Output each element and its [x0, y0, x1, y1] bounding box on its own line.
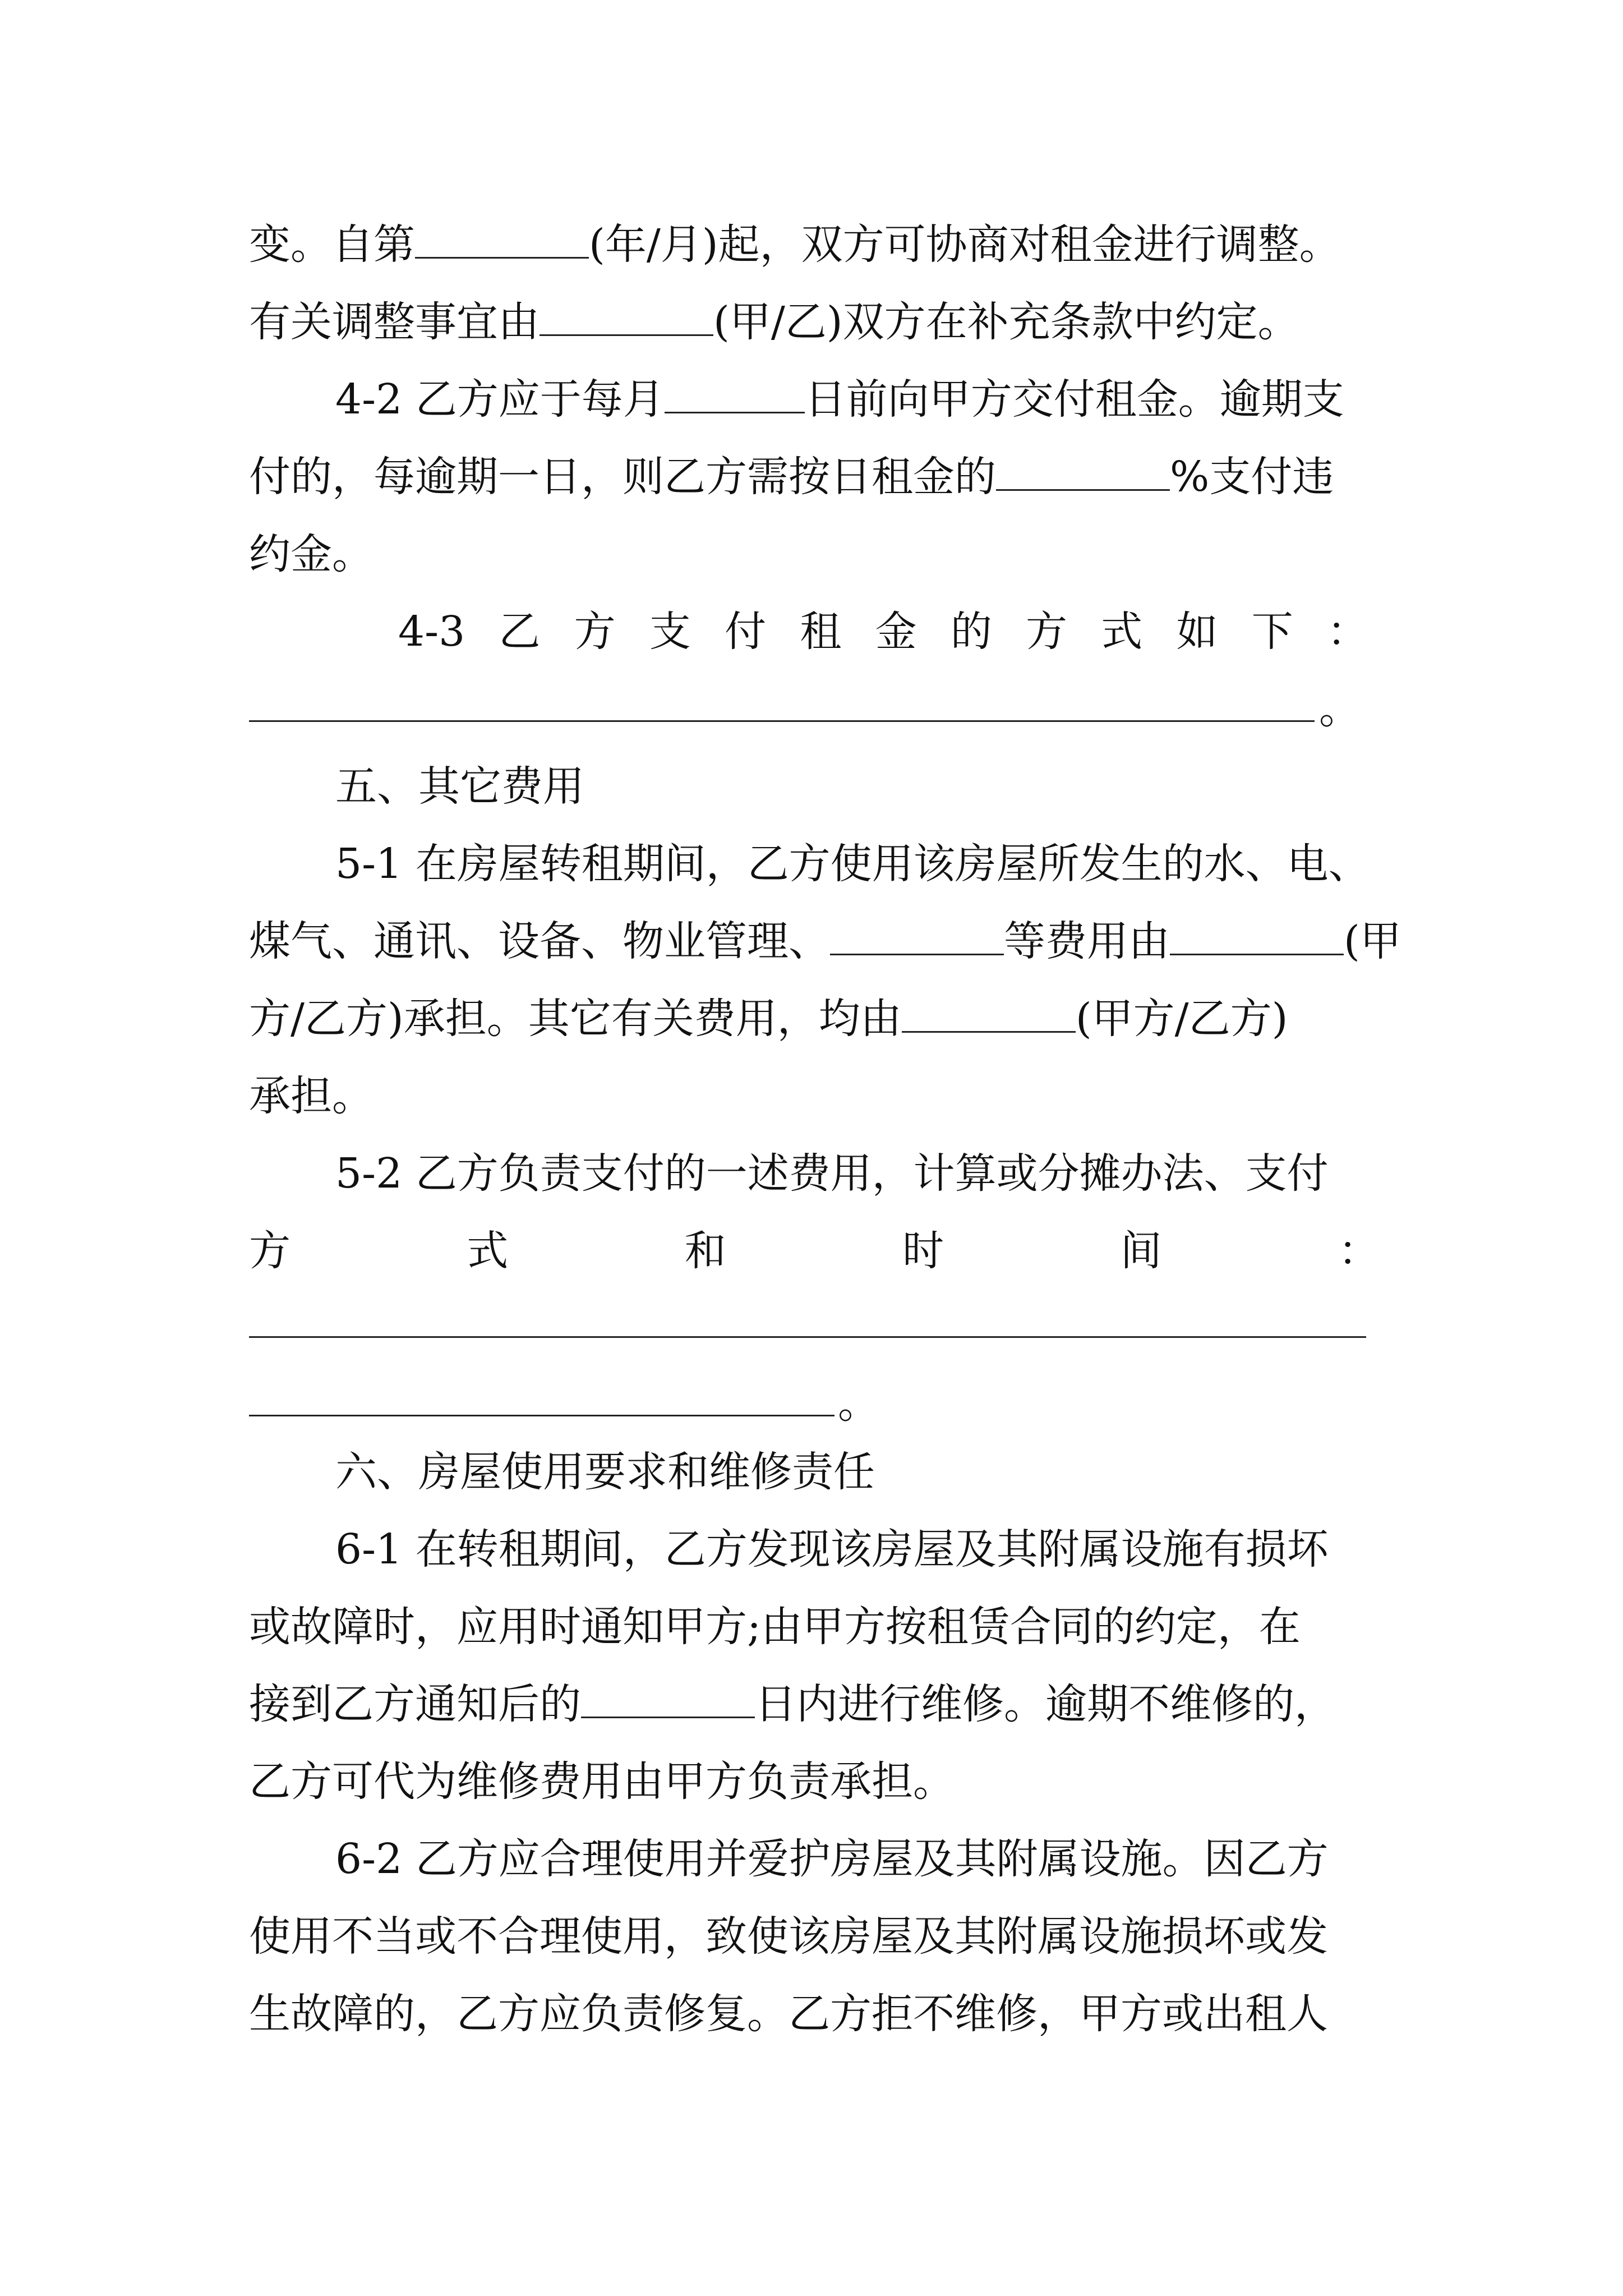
spread-char: 时 [902, 1227, 944, 1275]
fill-in-blank[interactable] [540, 295, 713, 336]
text-segment: (甲方/乙方) [1075, 995, 1288, 1043]
text-line [249, 913, 1401, 969]
text-segment: 6-1 在转租期间，乙方发现该房屋及其附属设施有损坏 [335, 1525, 1329, 1573]
fill-in-blank[interactable] [665, 372, 805, 413]
fill-in-blank[interactable] [996, 450, 1170, 491]
text-segment: 使用不当或不合理使用，致使该房屋及其附属设施损坏或发 [249, 1912, 1328, 1961]
spread-text [398, 604, 1368, 660]
fill-in-blank-line[interactable] [249, 720, 1315, 722]
text-line [249, 217, 1393, 273]
spread-char: ： [1326, 608, 1368, 656]
text-line [249, 1068, 1393, 1124]
text-segment: %支付违 [1170, 453, 1334, 501]
text-segment: 乙方可代为维修费用由甲方负责承担。 [249, 1757, 955, 1806]
text-segment: 5-1 在房屋转租期间，乙方使用该房屋所发生的水、电、 [335, 840, 1370, 888]
fill-in-blank[interactable] [902, 992, 1076, 1033]
text-line [249, 526, 1393, 582]
spread-char: 的 [950, 608, 992, 656]
section-heading [335, 758, 1479, 815]
text-segment: 方/乙方)承担。其它有关费用，均由 [249, 995, 902, 1043]
spread-char: 4-3 [398, 608, 465, 656]
spread-char: 如 [1176, 608, 1218, 656]
text-line [249, 294, 1393, 350]
text-segment: 煤气、通讯、设备、物业管理、 [249, 917, 830, 965]
text-segment: 付的，每逾期一日，则乙方需按日租金的 [249, 453, 996, 501]
spread-char: 租 [800, 608, 842, 656]
fill-in-blank[interactable] [1170, 914, 1344, 955]
text-segment: (甲/乙)双方在补充条款中约定。 [713, 298, 1299, 346]
text-segment: 有关调整事宜由 [249, 298, 540, 346]
spread-text [249, 1223, 1380, 1279]
text-segment: 。 [1319, 685, 1361, 733]
text-segment: 接到乙方通知后的 [249, 1680, 581, 1728]
text-segment: 4-2 乙方应于每月 [335, 375, 665, 424]
spread-char: 金 [875, 608, 917, 656]
spread-char: ： [1338, 1227, 1380, 1275]
spread-char: 乙 [499, 608, 541, 656]
text-segment: 6-2 乙方应合理使用并爱护房屋及其附属设施。因乙方 [335, 1835, 1329, 1883]
heading-text: 五、其它费用 [335, 762, 584, 811]
fill-in-blank-line[interactable] [249, 1336, 1366, 1338]
text-segment: (年/月)起，双方可协商对租金进行调整。 [589, 220, 1341, 269]
text-segment: 。 [838, 1379, 879, 1428]
text-line [335, 1521, 1479, 1577]
spread-char: 下 [1251, 608, 1293, 656]
text-segment: 约金。 [249, 530, 374, 578]
text-line [335, 371, 1479, 427]
text-segment: 或故障时，应用时通知甲方;由甲方按租赁合同的约定，在 [249, 1603, 1301, 1651]
text-line [249, 1986, 1393, 2042]
text-line [335, 1831, 1479, 1887]
text-segment: 等费用由 [1004, 917, 1170, 965]
text-segment: 日前向甲方交付租金。逾期支 [804, 375, 1344, 424]
spread-char: 方 [1026, 608, 1068, 656]
text-segment: 日内进行维修。逾期不维修的， [755, 1680, 1336, 1728]
heading-text: 六、房屋使用要求和维修责任 [335, 1448, 875, 1496]
spread-char: 方 [574, 608, 616, 656]
text-line-spread [249, 1223, 1393, 1279]
spread-char: 式 [1101, 608, 1143, 656]
text-line [335, 836, 1479, 892]
text-line [249, 1676, 1393, 1732]
text-line-spread [398, 604, 1368, 660]
fill-in-blank-line[interactable] [249, 1415, 834, 1416]
text-segment: 变。自第 [249, 220, 415, 269]
spread-char: 支 [649, 608, 691, 656]
text-segment: 承担。 [249, 1072, 374, 1120]
text-line [249, 449, 1393, 505]
spread-char: 间 [1120, 1227, 1162, 1275]
fill-in-blank[interactable] [830, 914, 1004, 955]
spread-char: 方 [249, 1227, 291, 1275]
spread-char: 和 [684, 1227, 726, 1275]
spread-char: 式 [467, 1227, 509, 1275]
section-heading [335, 1444, 1479, 1500]
text-line [335, 1145, 1479, 1202]
fill-in-blank[interactable] [581, 1677, 755, 1718]
text-line [249, 1599, 1393, 1655]
text-segment: 生故障的，乙方应负责修复。乙方拒不维修，甲方或出租人 [249, 1990, 1328, 2038]
text-segment: (甲 [1344, 917, 1401, 965]
text-line [249, 1754, 1393, 1810]
text-line [249, 991, 1393, 1047]
text-line [249, 1908, 1393, 1964]
text-segment: 5-2 乙方负责支付的一述费用，计算或分摊办法、支付 [335, 1149, 1329, 1198]
spread-char: 付 [725, 608, 767, 656]
fill-in-blank[interactable] [415, 218, 589, 259]
